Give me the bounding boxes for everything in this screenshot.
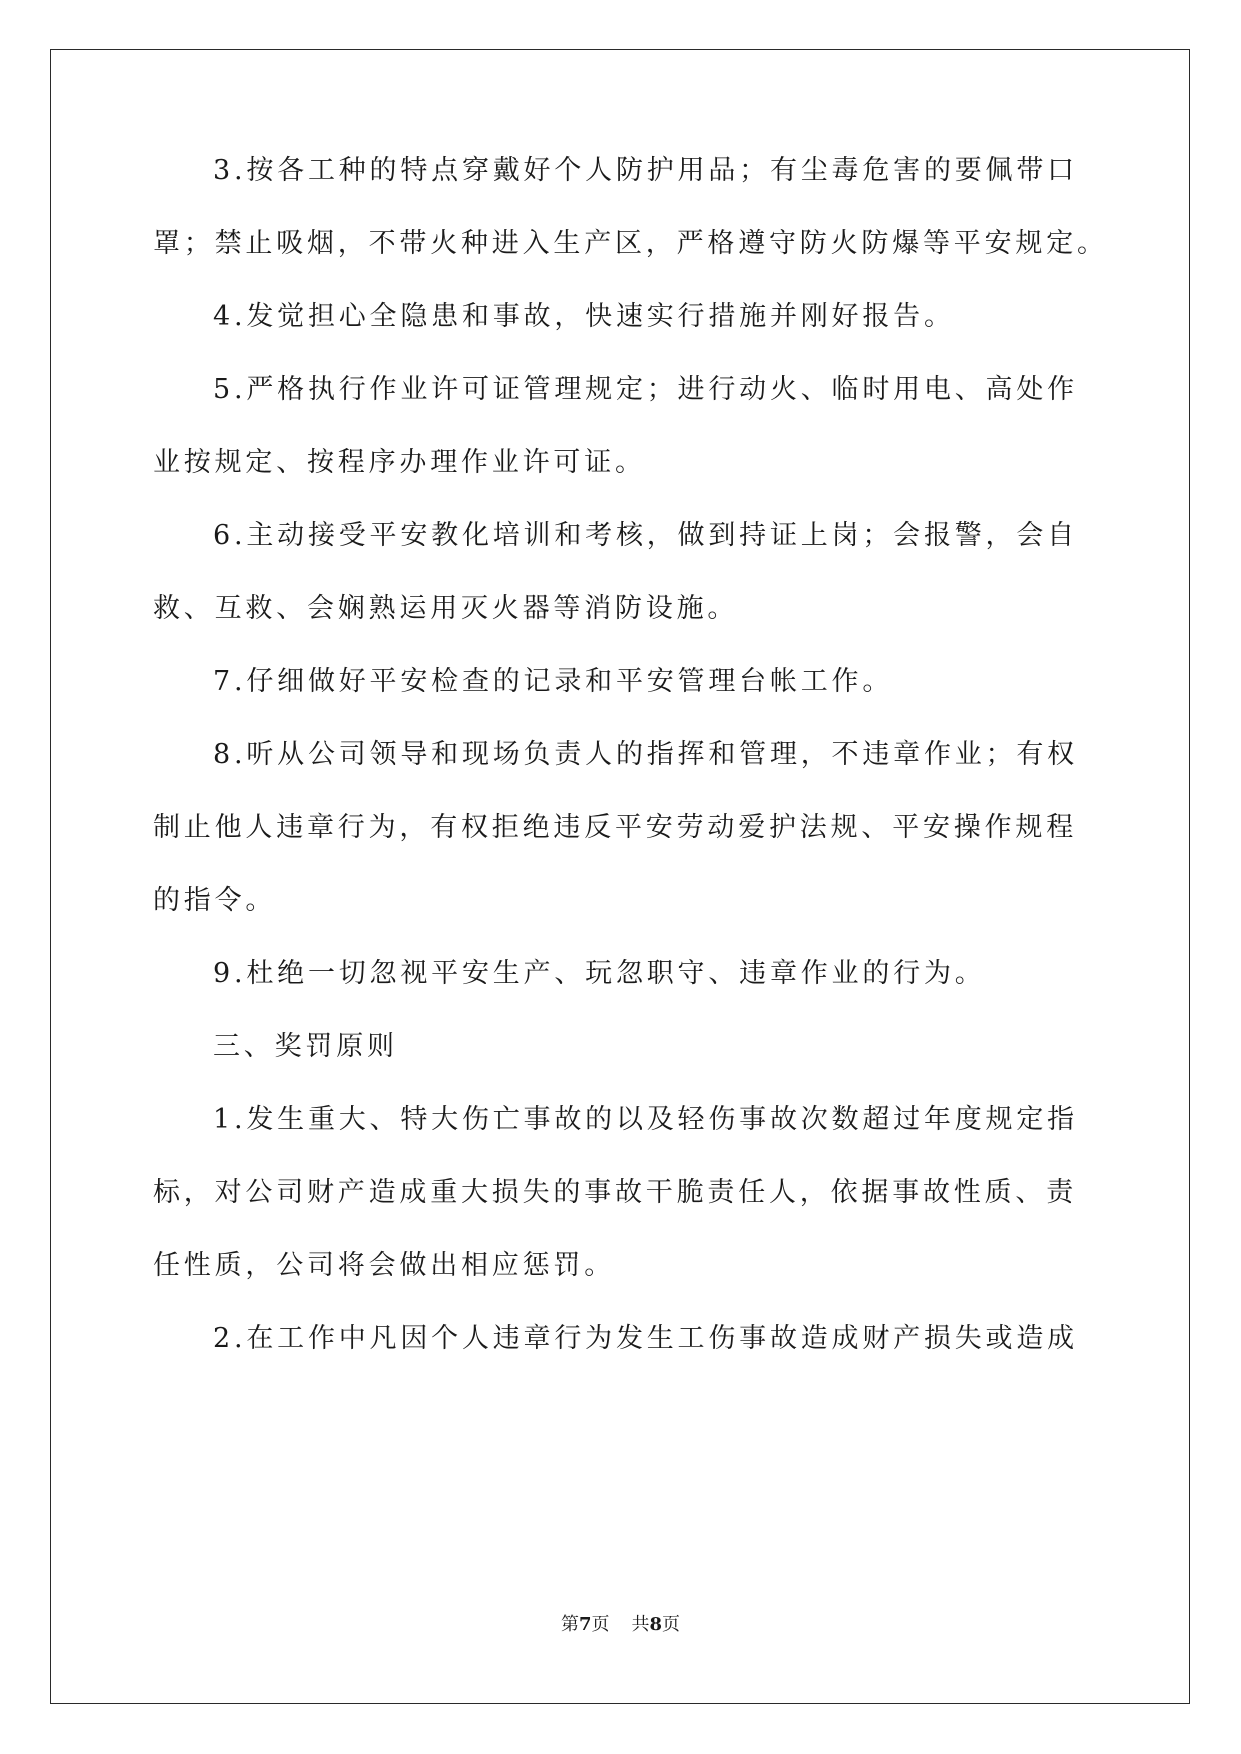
paragraph-line: 5.严格执行作业许可证管理规定；进行动火、临时用电、高处作 [213,374,1078,405]
paragraph-line: 的指令。 [153,885,277,916]
paragraph-line: 罩；禁止吸烟，不带火种进入生产区，严格遵守防火防爆等平安规定。 [153,228,1108,259]
page-border [50,49,1190,1704]
page-number-total: 8 [649,1614,663,1635]
paragraph-line: 制止他人违章行为，有权拒绝违反平安劳动爱护法规、平安操作规程 [153,812,1077,843]
page-number-current: 7 [578,1614,592,1635]
page-total-suffix: 页 [662,1614,681,1635]
paragraph-line: 6.主动接受平安教化培训和考核，做到持证上岗；会报警，会自 [213,520,1078,551]
paragraph-line: 2.在工作中凡因个人违章行为发生工伤事故造成财产损失或造成 [213,1323,1078,1354]
paragraph-line: 8.听从公司领导和现场负责人的指挥和管理，不违章作业；有权 [213,739,1078,770]
paragraph-line: 业按规定、按程序办理作业许可证。 [153,447,646,478]
paragraph-line: 4.发觉担心全隐患和事故，快速实行措施并刚好报告。 [213,301,955,332]
page-number-suffix: 页 [591,1614,610,1635]
paragraph-line: 3.按各工种的特点穿戴好个人防护用品；有尘毒危害的要佩带口 [213,155,1078,186]
paragraph-line: 救、互救、会娴熟运用灭火器等消防设施。 [153,593,739,624]
page-total-prefix: 共 [631,1614,650,1635]
paragraph-line: 1.发生重大、特大伤亡事故的以及轻伤事故次数超过年度规定指 [213,1104,1078,1135]
section-heading: 三、奖罚原则 [213,1031,398,1062]
paragraph-line: 7.仔细做好平安检查的记录和平安管理台帐工作。 [213,666,894,697]
page-footer [0,1614,1241,1636]
paragraph-line: 9.杜绝一切忽视平安生产、玩忽职守、违章作业的行为。 [213,958,986,989]
paragraph-line: 标，对公司财产造成重大损失的事故干脆责任人，依据事故性质、责 [153,1177,1077,1208]
paragraph-line: 任性质，公司将会做出相应惩罚。 [153,1250,615,1281]
page-number-prefix: 第 [560,1614,579,1635]
